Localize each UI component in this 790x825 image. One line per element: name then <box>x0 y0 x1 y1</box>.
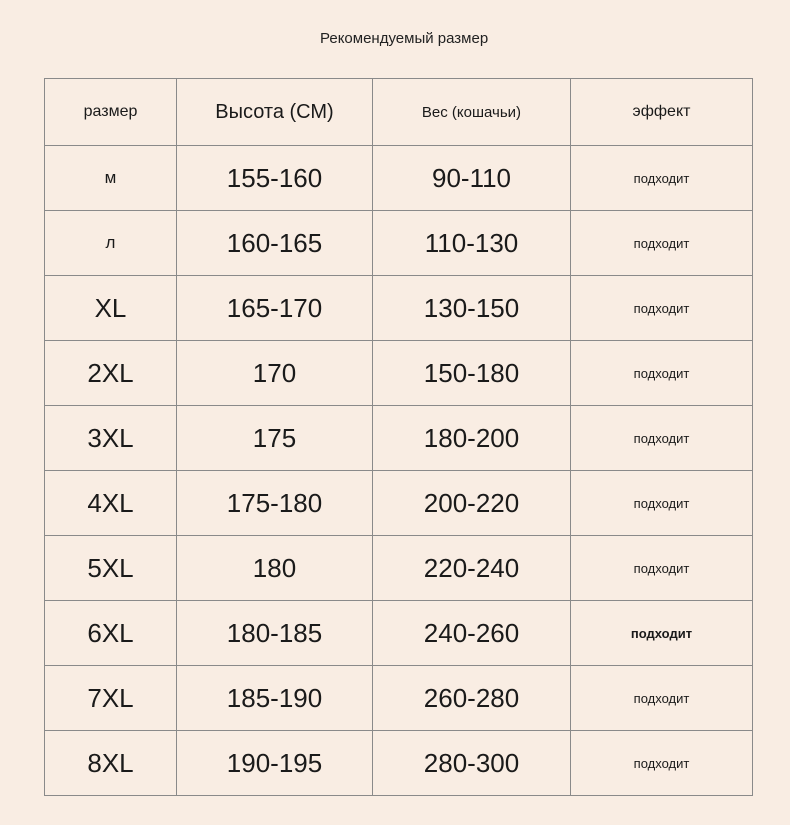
header-row <box>45 79 753 146</box>
cell-size: 5XL <box>45 536 177 601</box>
cell-effect: подходит <box>571 471 753 536</box>
table-row <box>45 471 753 536</box>
table-row <box>45 211 753 276</box>
cell-height: 170 <box>177 341 373 406</box>
table-row <box>45 666 753 731</box>
cell-height: 180-185 <box>177 601 373 666</box>
table-row <box>45 601 753 666</box>
cell-effect: подходит <box>571 211 753 276</box>
cell-height: 175 <box>177 406 373 471</box>
cell-weight: 260-280 <box>373 666 571 731</box>
cell-height: 180 <box>177 536 373 601</box>
cell-size: 8XL <box>45 731 177 796</box>
size-table <box>44 78 753 796</box>
cell-weight: 150-180 <box>373 341 571 406</box>
table-row <box>45 536 753 601</box>
cell-size: 6XL <box>45 601 177 666</box>
cell-weight: 180-200 <box>373 406 571 471</box>
cell-size: л <box>45 211 177 276</box>
header-weight: Вес (кошачьи) <box>373 79 571 146</box>
header-effect: эффект <box>571 79 753 146</box>
cell-height: 185-190 <box>177 666 373 731</box>
cell-weight: 130-150 <box>373 276 571 341</box>
cell-weight: 280-300 <box>373 731 571 796</box>
cell-effect: подходит <box>571 536 753 601</box>
cell-size: 4XL <box>45 471 177 536</box>
cell-size: 7XL <box>45 666 177 731</box>
cell-height: 160-165 <box>177 211 373 276</box>
cell-effect: подходит <box>571 276 753 341</box>
header-height: Высота (СМ) <box>177 79 373 146</box>
cell-effect: подходит <box>571 601 753 666</box>
cell-effect: подходит <box>571 666 753 731</box>
cell-weight: 240-260 <box>373 601 571 666</box>
table-row <box>45 276 753 341</box>
cell-effect: подходит <box>571 731 753 796</box>
header-size: размер <box>45 79 177 146</box>
cell-weight: 220-240 <box>373 536 571 601</box>
cell-height: 155-160 <box>177 146 373 211</box>
cell-effect: подходит <box>571 406 753 471</box>
cell-effect: подходит <box>571 146 753 211</box>
cell-weight: 90-110 <box>373 146 571 211</box>
cell-weight: 200-220 <box>373 471 571 536</box>
chart-title: Рекомендуемый размер <box>320 30 489 47</box>
table-row <box>45 341 753 406</box>
cell-size: 2XL <box>45 341 177 406</box>
cell-size: 3XL <box>45 406 177 471</box>
cell-size: м <box>45 146 177 211</box>
cell-size: XL <box>45 276 177 341</box>
cell-effect: подходит <box>571 341 753 406</box>
cell-height: 190-195 <box>177 731 373 796</box>
table-row <box>45 731 753 796</box>
table-row <box>45 146 753 211</box>
cell-weight: 110-130 <box>373 211 571 276</box>
cell-height: 165-170 <box>177 276 373 341</box>
table-row <box>45 406 753 471</box>
cell-height: 175-180 <box>177 471 373 536</box>
